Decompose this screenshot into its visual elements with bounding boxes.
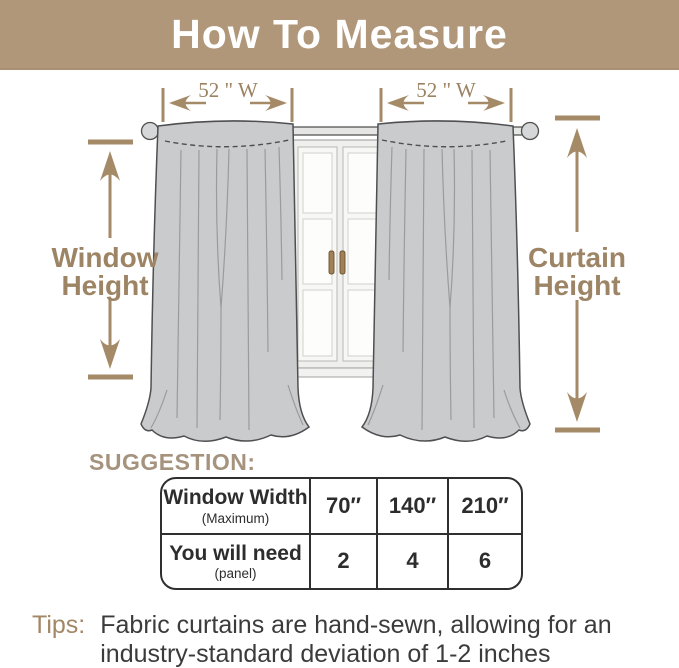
suggestion-heading: SUGGESTION: xyxy=(89,449,256,475)
table-cell-70: 70″ xyxy=(311,479,378,535)
page-title: How To Measure xyxy=(171,10,508,57)
table-cell-210: 210″ xyxy=(449,479,521,535)
left-curtain-panel xyxy=(141,121,309,441)
suggestion-table xyxy=(160,477,523,590)
table-cell-you-will-need xyxy=(162,535,311,588)
left-finial xyxy=(142,123,159,140)
window-height-label-line1: Window xyxy=(51,242,159,273)
curtain-height-measure xyxy=(528,118,626,430)
left-width-label: 52 " W xyxy=(198,78,258,102)
curtain-height-label-line1: Curtain xyxy=(528,242,626,273)
row2-sublabel: (panel) xyxy=(214,566,257,582)
row1-label: Window Width xyxy=(163,486,308,510)
tips-line2: industry-standard deviation of 1-2 inches xyxy=(100,640,551,668)
curtain-height-label-line2: Height xyxy=(533,270,621,301)
table-cell-140: 140″ xyxy=(378,479,449,535)
window-height-label-line2: Height xyxy=(61,270,149,301)
right-finial xyxy=(522,123,539,140)
table-cell-6-panels: 6 xyxy=(478,548,492,574)
right-width-label: 52 " W xyxy=(416,78,476,102)
table-cell-2-panels: 2 xyxy=(311,535,378,588)
tips-text xyxy=(100,611,611,668)
window-height-measure xyxy=(51,142,158,377)
left-width-measure xyxy=(163,78,292,122)
tips-label: Tips: xyxy=(32,611,86,639)
right-width-measure xyxy=(381,78,511,122)
tips-line1: Fabric curtains are hand-sewn, allowing for an xyxy=(100,611,612,639)
row2-label: You will need xyxy=(169,541,302,565)
right-curtain-panel xyxy=(362,121,530,441)
header-banner xyxy=(0,0,679,70)
table-cell-4-panels: 4 xyxy=(378,535,449,588)
measurement-diagram xyxy=(0,70,679,452)
table-cell-window-width xyxy=(162,479,311,535)
tips-note xyxy=(32,611,612,668)
row1-sublabel: (Maximum) xyxy=(201,510,270,526)
